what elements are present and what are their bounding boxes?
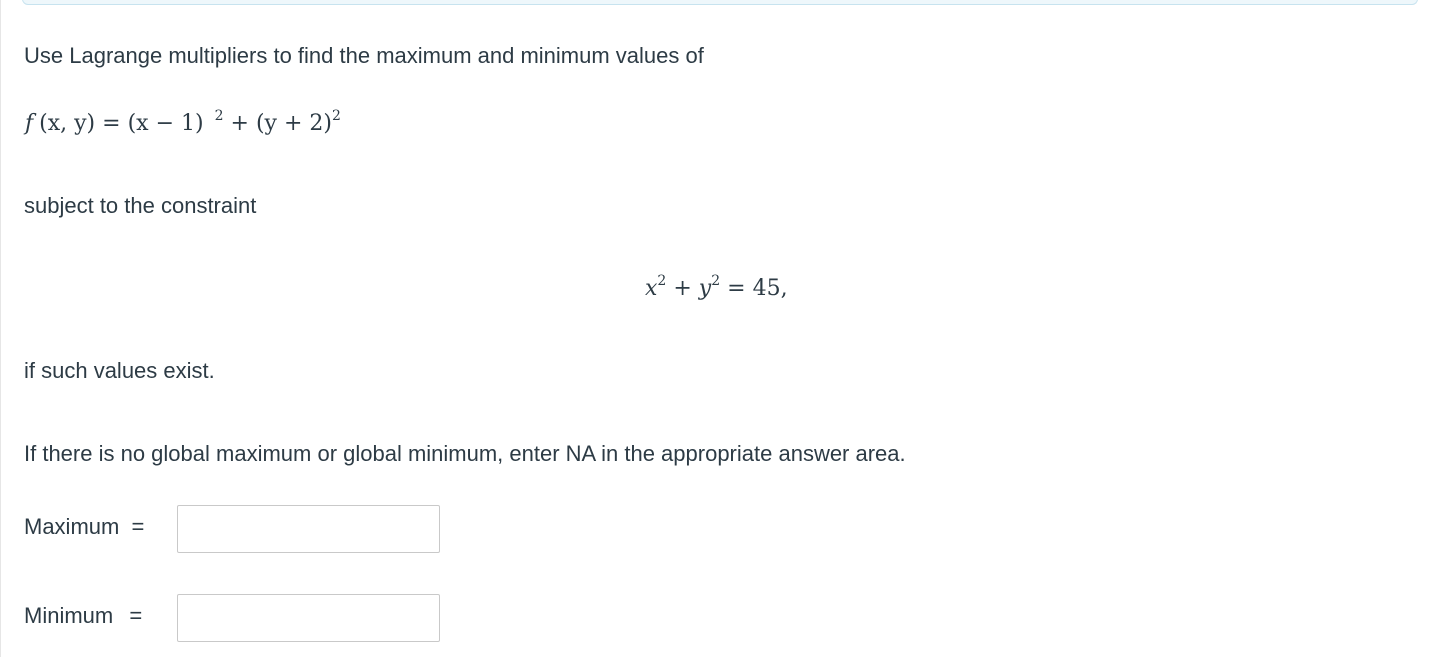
constraint-intro: subject to the constraint (24, 193, 257, 218)
left-border (0, 0, 1, 657)
function-args: (x, y) (39, 111, 96, 136)
objective-function: f (x, y) = (x − 1) $^2 + (y + 2)^2$ (25, 108, 341, 136)
function-name: f (25, 111, 34, 136)
minimum-answer-input[interactable] (177, 594, 440, 642)
maximum-label: Maximum = (24, 514, 145, 539)
na-instruction: If there is no global maximum or global minimum, enter NA in the appropriate answer area. (24, 441, 906, 466)
function-term1: (x − 1) (127, 111, 204, 136)
question-intro: Use Lagrange multipliers to find the maximum and minimum values of (24, 43, 704, 68)
question-header-bar (22, 0, 1418, 5)
constraint-equation: $x^2 + y^2 = 45$, (645, 273, 788, 301)
maximum-answer-input[interactable] (177, 505, 440, 553)
existence-note: if such values exist. (24, 358, 215, 383)
minimum-label: Minimum = (24, 603, 143, 628)
function-term2: (y + 2) (255, 111, 332, 136)
